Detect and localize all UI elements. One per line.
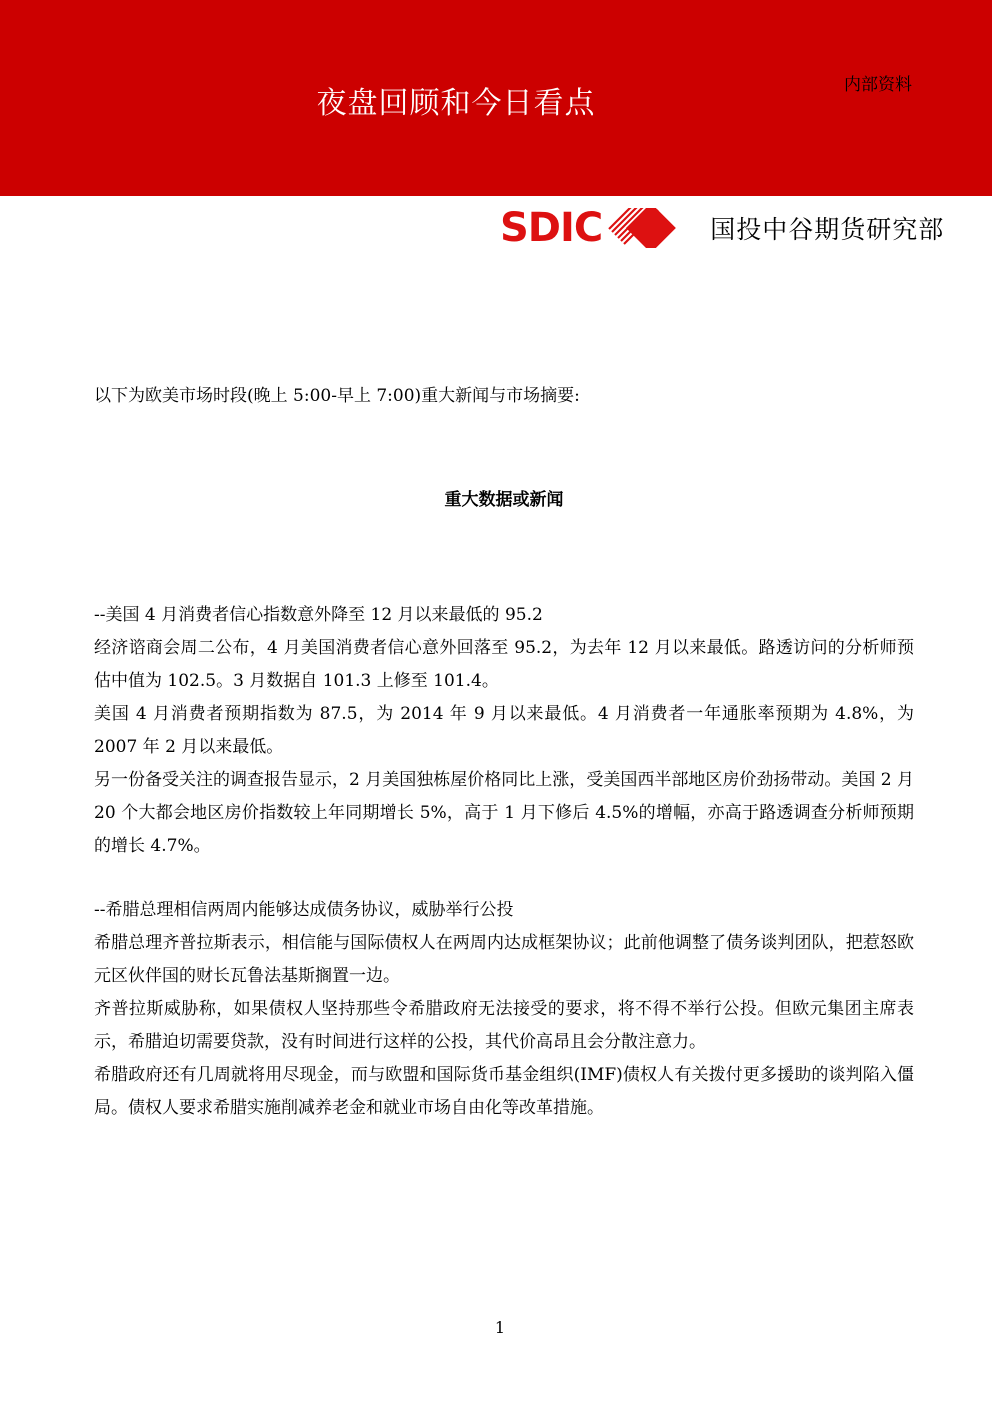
news-paragraph: 经济谘商会周二公布，4 月美国消费者信心意外回落至 95.2，为去年 12 月以来最低。路透访问的分析师预估中值为 102.5。3 月数据自 101.3 上修至 101.4。 <box>94 638 914 691</box>
intro-text: 以下为欧美市场时段(晚上 5:00-早上 7:00)重大新闻与市场摘要: <box>94 386 580 406</box>
brand-row <box>500 206 944 250</box>
news-paragraph: 齐普拉斯威胁称，如果债权人坚持那些令希腊政府无法接受的要求，将不得不举行公投。但欧元集团主席表示，希腊迫切需要贷款，没有时间进行这样的公投，其代价高昂且会分散注意力。 <box>94 999 914 1052</box>
page-title: 夜盘回顾和今日看点 <box>316 86 596 121</box>
section-heading: 重大数据或新闻 <box>444 490 564 510</box>
news-headline: --希腊总理相信两周内能够达成债务协议，威胁举行公投 <box>94 900 514 920</box>
research-dept-name: 国投中谷期货研究部 <box>710 215 945 244</box>
news-paragraph: 美国 4 月消费者预期指数为 87.5，为 2014 年 9 月以来最低。4 月消费者一年通胀率预期为 4.8%，为 2007 年 2 月以来最低。 <box>94 704 914 757</box>
news-item <box>94 894 914 1125</box>
sdic-logo <box>500 206 678 250</box>
news-headline: --美国 4 月消费者信心指数意外降至 12 月以来最低的 95.2 <box>94 605 543 625</box>
document-body <box>94 380 914 1125</box>
news-item <box>94 599 914 863</box>
news-paragraph: 希腊总理齐普拉斯表示，相信能与国际债权人在两周内达成框架协议；此前他调整了债务谈判团队，把惹怒欧元区伙伴国的财长瓦鲁法基斯搁置一边。 <box>94 933 914 986</box>
sdic-diamond-stripes-icon <box>606 206 678 250</box>
news-paragraph: 希腊政府还有几周就将用尽现金，而与欧盟和国际货币基金组织(IMF)债权人有关拨付更多援助的谈判陷入僵局。债权人要求希腊实施削减养老金和就业市场自由化等改革措施。 <box>94 1065 914 1118</box>
news-paragraph: 另一份备受关注的调查报告显示，2 月美国独栋屋价格同比上涨，受美国西半部地区房价劲扬带动。美国 2 月 20 个大都会地区房价指数较上年同期增长 5%，高于 1 月下修后 4.5%的增幅，亦高于路透调查分析师预期的增长 4.7%。 <box>94 770 914 856</box>
page-number: 1 <box>494 1318 506 1337</box>
sdic-logo-text: SDIC <box>500 205 603 251</box>
internal-document-label: 内部资料 <box>844 75 912 95</box>
